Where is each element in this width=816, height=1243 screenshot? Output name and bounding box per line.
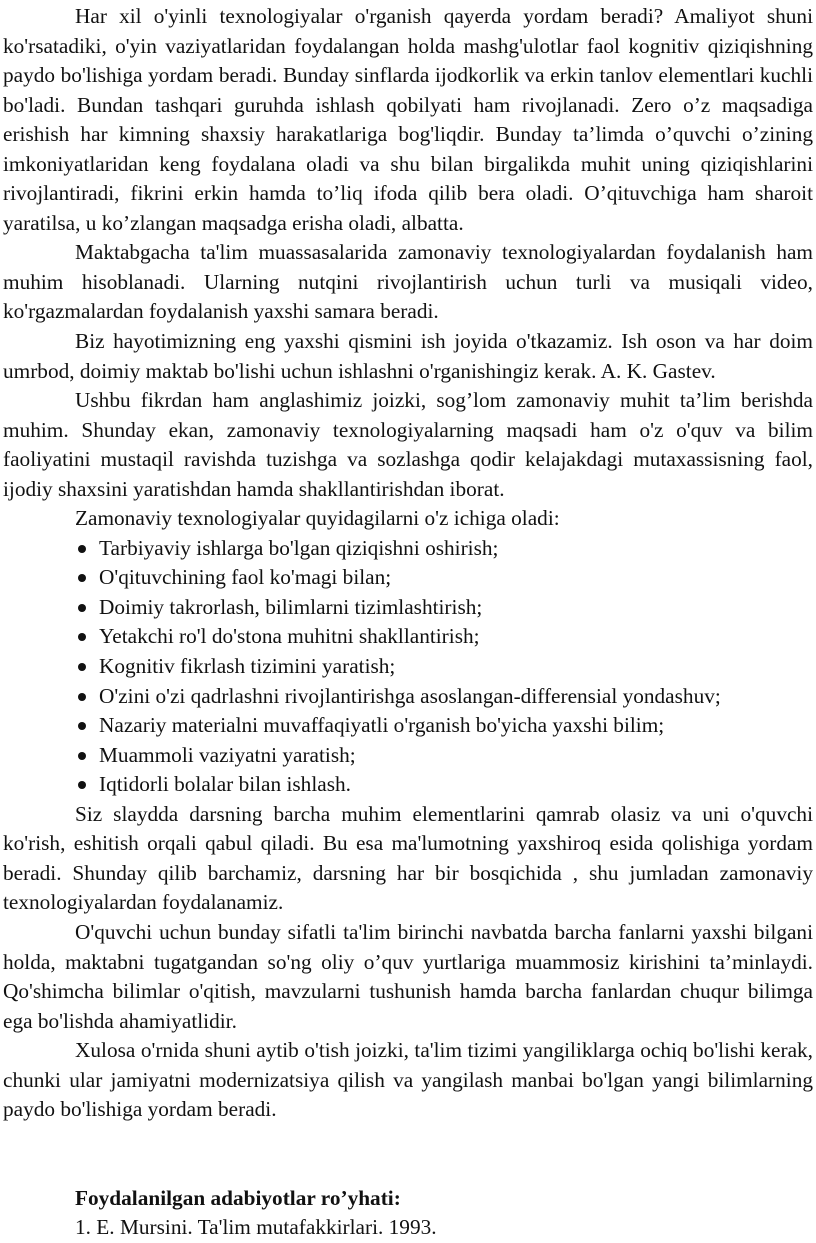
- bullet-dot-icon: [78, 604, 86, 612]
- body-paragraph: Maktabgacha ta'lim muassasalarida zamonaviy texnologiyalardan foydalanish ham muhim hisoblanadi. Ularning nutqini rivojlantirish uchun turli va musiqali video, ko'rgazmalardan foydalanish yaxshi samara beradi.: [3, 240, 813, 324]
- list-item: [3, 770, 813, 800]
- list-item-text: O'zini o'zi qadrlashni rivojlantirishga asoslangan-differensial yondashuv;: [99, 683, 721, 708]
- references-heading: Foydalanilgan adabiyotlar ro’yhati:: [75, 1185, 401, 1210]
- list-item: [3, 563, 813, 593]
- list-item-text: Iqtidorli bolalar bilan ishlash.: [99, 772, 351, 797]
- bullet-dot-icon: [78, 752, 86, 760]
- bullet-dot-icon: [78, 574, 86, 582]
- list-item-text: Yetakchi ro'l do'stona muhitni shakllantirish;: [99, 624, 480, 649]
- bullet-dot-icon: [78, 781, 86, 789]
- reference-item: 1. E. Mursini. Ta'lim mutafakkirlari. 1993.: [75, 1215, 437, 1240]
- list-item: [3, 652, 813, 682]
- list-item-text: Nazariy materialni muvaffaqiyatli o'rganish bo'yicha yaxshi bilim;: [99, 713, 665, 738]
- bullet-dot-icon: [78, 633, 86, 641]
- list-item: [3, 741, 813, 771]
- body-paragraph: Ushbu fikrdan ham anglashimiz joizki, sog’lom zamonaviy muhit ta’lim berishda muhim. Shunday ekan, zamonaviy texnologiyalarning maqsadi ham o'z o'quv va bilim faoliyatini mustaqil ravishda tuzishga va sozlashga qodir kelajakdagi mutaxassisning faol, ijodiy shaxsini yaratishdan hamda shakllantirishdan iborat.: [3, 388, 813, 501]
- list-item: [3, 534, 813, 564]
- list-item: [3, 622, 813, 652]
- list-item-text: Doimiy takrorlash, bilimlarni tizimlashtirish;: [99, 594, 483, 619]
- body-paragraph: Har xil o'yinli texnologiyalar o'rganish qayerda yordam beradi? Amaliyot shuni ko'rsatadiki, o'yin vaziyatlaridan foydalangan holda mashg'ulotlar faol kognitiv qiziqishning paydo bo'lishiga yordam beradi. Bunday sinflarda ijodkorlik va erkin tanlov elementlari kuchli bo'ladi. Bundan tashqari guruhda ishlash qobilyati ham rivojlanadi. Zero o’z maqsadiga erishish har kimning shaxsiy harakatlariga bog'liqdir. Bunday ta’limda o’quvchi o’zining imkoniyatlaridan keng foydalana oladi va shu bilan birgalikda muhit uning qiziqishlarini rivojlantiradi, fikrini erkin hamda to’liq ifoda qilib bera oladi. O’qituvchiga ham sharoit yaratilsa, u ko’zlangan maqsadga erisha oladi, albatta.: [3, 4, 813, 235]
- conclusion-paragraph: Xulosa o'rnida shuni aytib o'tish joizki, ta'lim tizimi yangiliklarga ochiq bo'lishi kerak, chunki ular jamiyatni modernizatsiya qilish va yangilash manbai bo'lgan yangi bilimlarning paydo bo'lishiga yordam beradi.: [3, 1038, 813, 1122]
- list-item-text: Kognitiv fikrlash tizimini yaratish;: [99, 654, 396, 679]
- bullet-dot-icon: [78, 545, 86, 553]
- bullet-list: [3, 534, 813, 800]
- bullet-dot-icon: [78, 722, 86, 730]
- bullet-dot-icon: [78, 693, 86, 701]
- list-item-text: Muammoli vaziyatni yaratish;: [99, 742, 356, 767]
- list-intro-paragraph: Zamonaviy texnologiyalar quyidagilarni o'z ichiga oladi:: [75, 506, 560, 531]
- body-paragraph: O'quvchi uchun bunday sifatli ta'lim birinchi navbatda barcha fanlarni yaxshi bilgani holda, maktabni tugatgandan so'ng oliy o’quv yurtlariga muammosiz kirishini ta’minlaydi. Qo'shimcha bilimlar o'qitish, mavzularni tushunish hamda barcha fanlardan chuqur bilimga ega bo'lishda ahamiyatlidir.: [3, 919, 813, 1033]
- section-spacer: [3, 1125, 813, 1184]
- body-paragraph: Biz hayotimizning eng yaxshi qismini ish joyida o'tkazamiz. Ish oson va har doim umrbod, doimiy maktab bo'lishi uchun ishlashni o'rganishingiz kerak. A. K. Gastev.: [3, 329, 813, 383]
- list-item-text: Tarbiyaviy ishlarga bo'lgan qiziqishni oshirish;: [99, 535, 499, 560]
- list-item: [3, 593, 813, 623]
- list-item-text: O'qituvchining faol ko'magi bilan;: [99, 565, 392, 590]
- list-item: [3, 682, 813, 712]
- list-item: [3, 711, 813, 741]
- bullet-dot-icon: [78, 663, 86, 671]
- body-paragraph: Siz slaydda darsning barcha muhim elementlarini qamrab olasiz va uni o'quvchi ko'rish, eshitish orqali qabul qiladi. Bu esa ma'lumotning yaxshiroq esida qolishiga yordam beradi. Shunday qilib barchamiz, darsning har bir bosqichida , shu jumladan zamonaviy texnologiyalardan foydalanamiz.: [3, 801, 813, 915]
